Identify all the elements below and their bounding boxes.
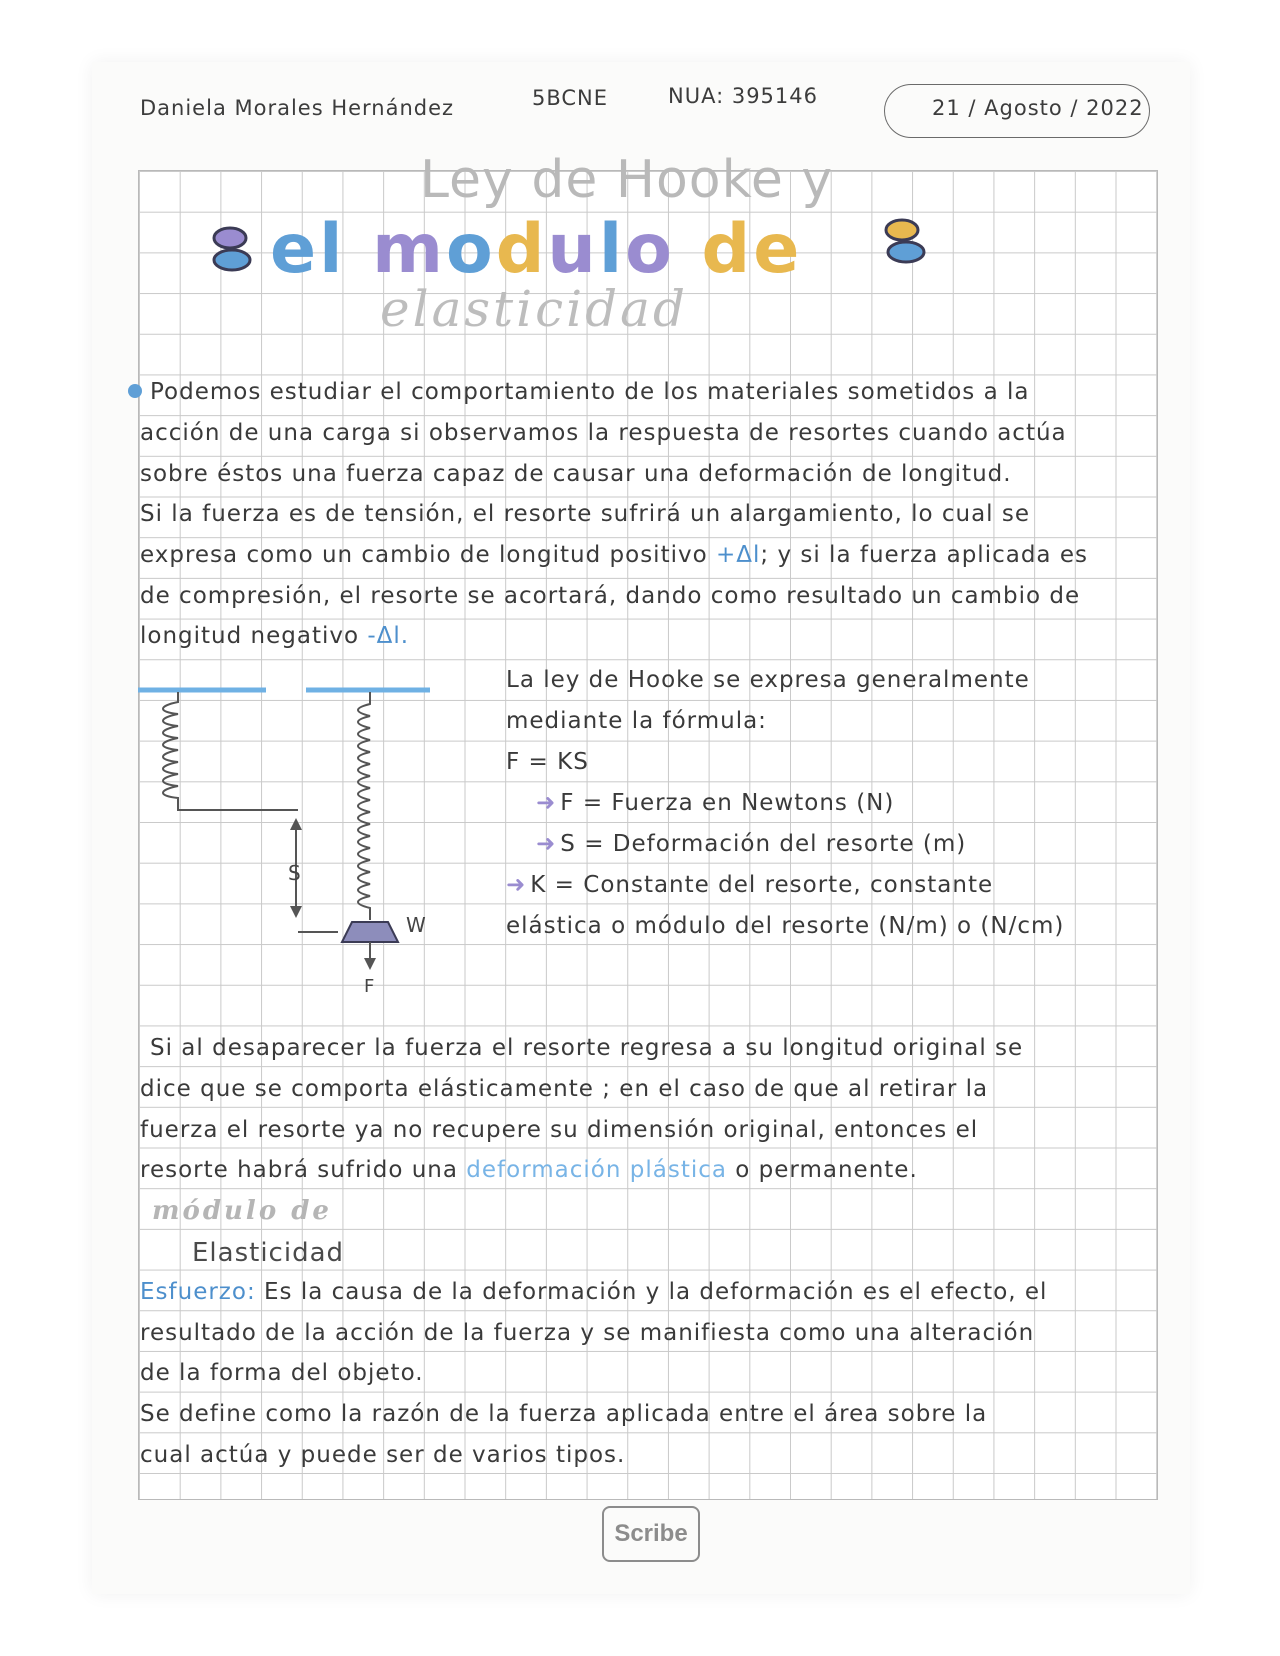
elastic-line-1: Si al desaparecer la fuerza el resorte regresa a su longitud original se [150, 1035, 1024, 1061]
arrow-icon: ➜ [506, 872, 527, 898]
title-letter-m: m [372, 210, 446, 289]
arrow-icon: ➜ [536, 831, 557, 857]
bullet-dot [128, 384, 142, 398]
spring-diagram [138, 680, 438, 1010]
scribe-logo: Scribe [602, 1506, 700, 1562]
title-word-de: de [701, 210, 803, 289]
def-k-line-2: elástica o módulo del resorte (N/m) o (N/cm) [506, 913, 1065, 939]
intro-line-5-text: expresa como un cambio de longitud positivo [140, 542, 708, 568]
def-k: K = Constante del resorte, constante [530, 872, 994, 898]
section-title-modulo: módulo de [152, 1196, 332, 1226]
esfuerzo-line-2: resultado de la acción de la fuerza y se manifiesta como una alteración [140, 1320, 1035, 1346]
intro-line-8 [140, 616, 409, 657]
def-s-row [506, 824, 1064, 865]
intro-line-5 [140, 535, 1088, 576]
s-label: S [288, 861, 301, 885]
section-title-elasticidad: Elasticidad [192, 1238, 345, 1268]
relaxed-spring [163, 692, 298, 810]
esfuerzo-line-4: Se define como la razón de la fuerza aplicada entre el área sobre la [140, 1401, 988, 1427]
title-line-1: Ley de Hooke y [420, 150, 834, 210]
force-arrow-head [364, 958, 376, 970]
intro-line-1: Podemos estudiar el comportamiento de los materiales sometidos a la [150, 379, 1030, 405]
esfuerzo-label: Esfuerzo: [140, 1279, 256, 1305]
intro-line-7: de compresión, el resorte se acortará, dando como resultado un cambio de [140, 583, 1081, 609]
esfuerzo-line-1 [140, 1272, 1047, 1313]
title-letter-o2: o [625, 210, 675, 289]
title-letter-d: d [495, 210, 548, 289]
student-name: Daniela Morales Hernández [140, 96, 455, 120]
stretched-spring [358, 692, 370, 920]
intro-line-2: acción de una carga si observamos la respuesta de resortes cuando actúa [140, 420, 1067, 446]
date: 21 / Agosto / 2022 [932, 96, 1144, 120]
plastic-deformation: deformación plástica [466, 1157, 727, 1183]
s-arrow-down [290, 906, 302, 918]
title-line-2 [270, 210, 802, 289]
formula-intro-2: mediante la fórmula: [506, 708, 767, 734]
esfuerzo-line-5: cual actúa y puede ser de varios tipos. [140, 1442, 626, 1468]
formula-intro-1: La ley de Hooke se expresa generalmente [506, 667, 1030, 693]
esfuerzo-line-3: de la forma del objeto. [140, 1360, 424, 1386]
w-label: W [406, 913, 426, 937]
def-f-row [506, 783, 1064, 824]
left-blob-decoration [208, 224, 268, 274]
esfuerzo-text-1: Es la causa de la deformación y la deformación es el efecto, el [264, 1279, 1048, 1305]
intro-line-6-text: ; y si la fuerza aplicada es [760, 542, 1088, 568]
elastic-line-4-tail: o permanente. [735, 1157, 918, 1183]
elastic-line-4-text: resorte habrá sufrido una [140, 1157, 458, 1183]
title-word-el: el [270, 210, 346, 289]
hooke-formula-block [506, 660, 1064, 947]
student-id: NUA: 395146 [668, 84, 818, 108]
right-blob-decoration [872, 216, 932, 266]
def-k-row [506, 865, 1064, 906]
title-letter-u: u [547, 210, 599, 289]
group-code: 5BCNE [532, 86, 609, 110]
title-letter-o: o [445, 210, 496, 289]
f-label: F [364, 976, 375, 997]
formula-equation: F = KS [506, 749, 589, 775]
intro-line-3: sobre éstos una fuerza capaz de causar una deformación de longitud. [140, 461, 1012, 487]
plus-delta-l: +Δl [715, 542, 761, 568]
elastic-line-4 [140, 1150, 918, 1191]
intro-line-8-text: longitud negativo [140, 623, 360, 649]
weight-block [342, 922, 398, 942]
def-s: S = Deformación del resorte (m) [560, 831, 967, 857]
elastic-line-3: fuerza el resorte ya no recupere su dimensión original, entonces el [140, 1117, 979, 1143]
title-line-3: elasticidad [380, 280, 688, 338]
minus-delta-l: -Δl. [367, 623, 410, 649]
elastic-line-2: dice que se comporta elásticamente ; en el caso de que al retirar la [140, 1076, 989, 1102]
arrow-icon: ➜ [536, 790, 557, 816]
title-letter-l: l [598, 210, 626, 289]
def-f: F = Fuerza en Newtons (N) [560, 790, 895, 816]
intro-line-4: Si la fuerza es de tensión, el resorte sufrirá un alargamiento, lo cual se [140, 501, 1031, 527]
s-arrow-up [290, 818, 302, 830]
